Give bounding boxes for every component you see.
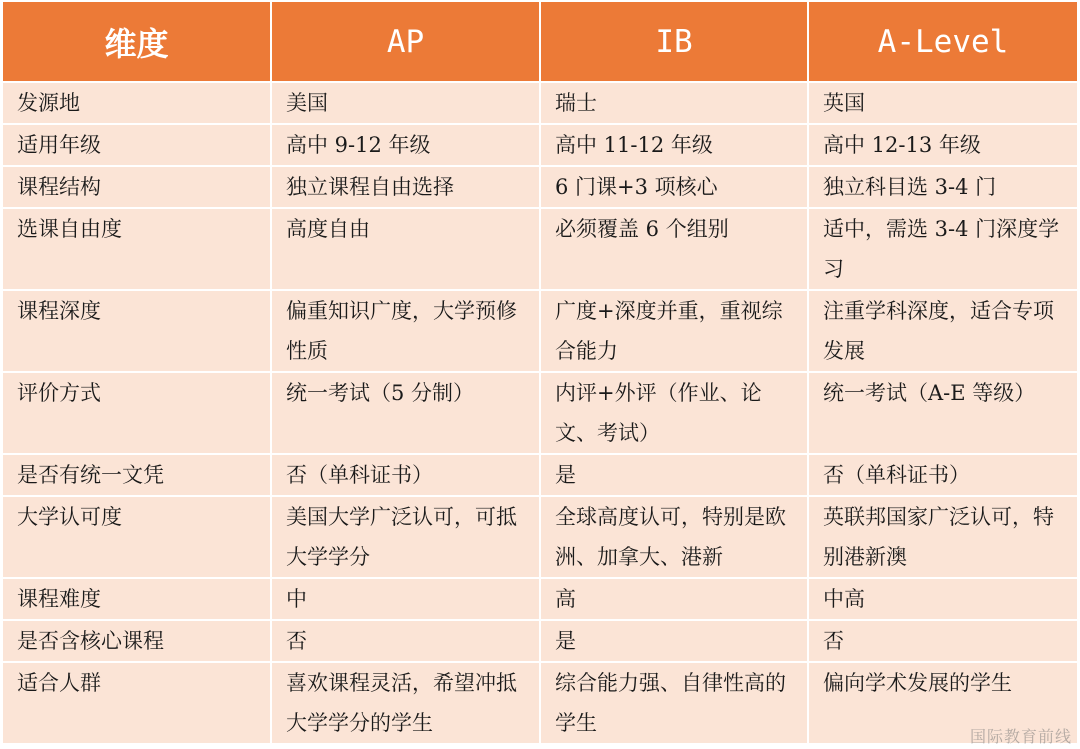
row-label: 是否有统一文凭	[3, 454, 271, 496]
header-ap: AP	[271, 2, 540, 82]
cell-a-level: 中高	[808, 578, 1077, 620]
table-body	[3, 82, 1077, 744]
table-header	[3, 2, 1077, 82]
table-row	[3, 454, 1077, 496]
table-row	[3, 662, 1077, 744]
table-row	[3, 208, 1077, 290]
header-row	[3, 2, 1077, 82]
cell-ib: 瑞士	[540, 82, 808, 124]
cell-ap: 高度自由	[271, 208, 540, 290]
cell-a-level: 高中 12-13 年级	[808, 124, 1077, 166]
cell-ap: 高中 9-12 年级	[271, 124, 540, 166]
row-label: 课程结构	[3, 166, 271, 208]
table-row	[3, 82, 1077, 124]
cell-ap: 偏重知识广度，大学预修性质	[271, 290, 540, 372]
cell-a-level: 否（单科证书）	[808, 454, 1077, 496]
row-label: 大学认可度	[3, 496, 271, 578]
cell-ib: 是	[540, 454, 808, 496]
cell-ap: 统一考试（5 分制）	[271, 372, 540, 454]
cell-ap: 否	[271, 620, 540, 662]
table-row	[3, 124, 1077, 166]
cell-ap: 喜欢课程灵活，希望冲抵大学学分的学生	[271, 662, 540, 744]
cell-ib: 必须覆盖 6 个组别	[540, 208, 808, 290]
cell-ap: 独立课程自由选择	[271, 166, 540, 208]
row-label: 发源地	[3, 82, 271, 124]
cell-ap: 否（单科证书）	[271, 454, 540, 496]
table-row	[3, 166, 1077, 208]
row-label: 评价方式	[3, 372, 271, 454]
cell-a-level: 否	[808, 620, 1077, 662]
cell-ib: 广度+深度并重，重视综合能力	[540, 290, 808, 372]
cell-a-level: 独立科目选 3-4 门	[808, 166, 1077, 208]
cell-a-level: 统一考试（A-E 等级）	[808, 372, 1077, 454]
cell-ap: 美国大学广泛认可，可抵大学学分	[271, 496, 540, 578]
cell-a-level: 偏向学术发展的学生	[808, 662, 1077, 744]
table-row	[3, 372, 1077, 454]
cell-a-level: 英联邦国家广泛认可，特别港新澳	[808, 496, 1077, 578]
watermark: 国际教育前线	[969, 727, 1072, 746]
table-row	[3, 290, 1077, 372]
cell-ap: 中	[271, 578, 540, 620]
cell-ib: 高	[540, 578, 808, 620]
cell-ap: 美国	[271, 82, 540, 124]
header-dimension: 维度	[3, 2, 271, 82]
row-label: 课程深度	[3, 290, 271, 372]
row-label: 适合人群	[3, 662, 271, 744]
row-label: 适用年级	[3, 124, 271, 166]
cell-ib: 高中 11-12 年级	[540, 124, 808, 166]
table-row	[3, 578, 1077, 620]
table-row	[3, 496, 1077, 578]
row-label: 是否含核心课程	[3, 620, 271, 662]
cell-ib: 综合能力强、自律性高的学生	[540, 662, 808, 744]
cell-a-level: 注重学科深度，适合专项发展	[808, 290, 1077, 372]
cell-ib: 6 门课+3 项核心	[540, 166, 808, 208]
cell-a-level: 适中，需选 3-4 门深度学习	[808, 208, 1077, 290]
comparison-table	[3, 2, 1077, 745]
header-ib: IB	[540, 2, 808, 82]
cell-a-level: 英国	[808, 82, 1077, 124]
cell-ib: 是	[540, 620, 808, 662]
cell-ib: 全球高度认可，特别是欧洲、加拿大、港新	[540, 496, 808, 578]
table-row	[3, 620, 1077, 662]
cell-ib: 内评+外评（作业、论文、考试）	[540, 372, 808, 454]
row-label: 选课自由度	[3, 208, 271, 290]
header-a-level: A-Level	[808, 2, 1077, 82]
row-label: 课程难度	[3, 578, 271, 620]
